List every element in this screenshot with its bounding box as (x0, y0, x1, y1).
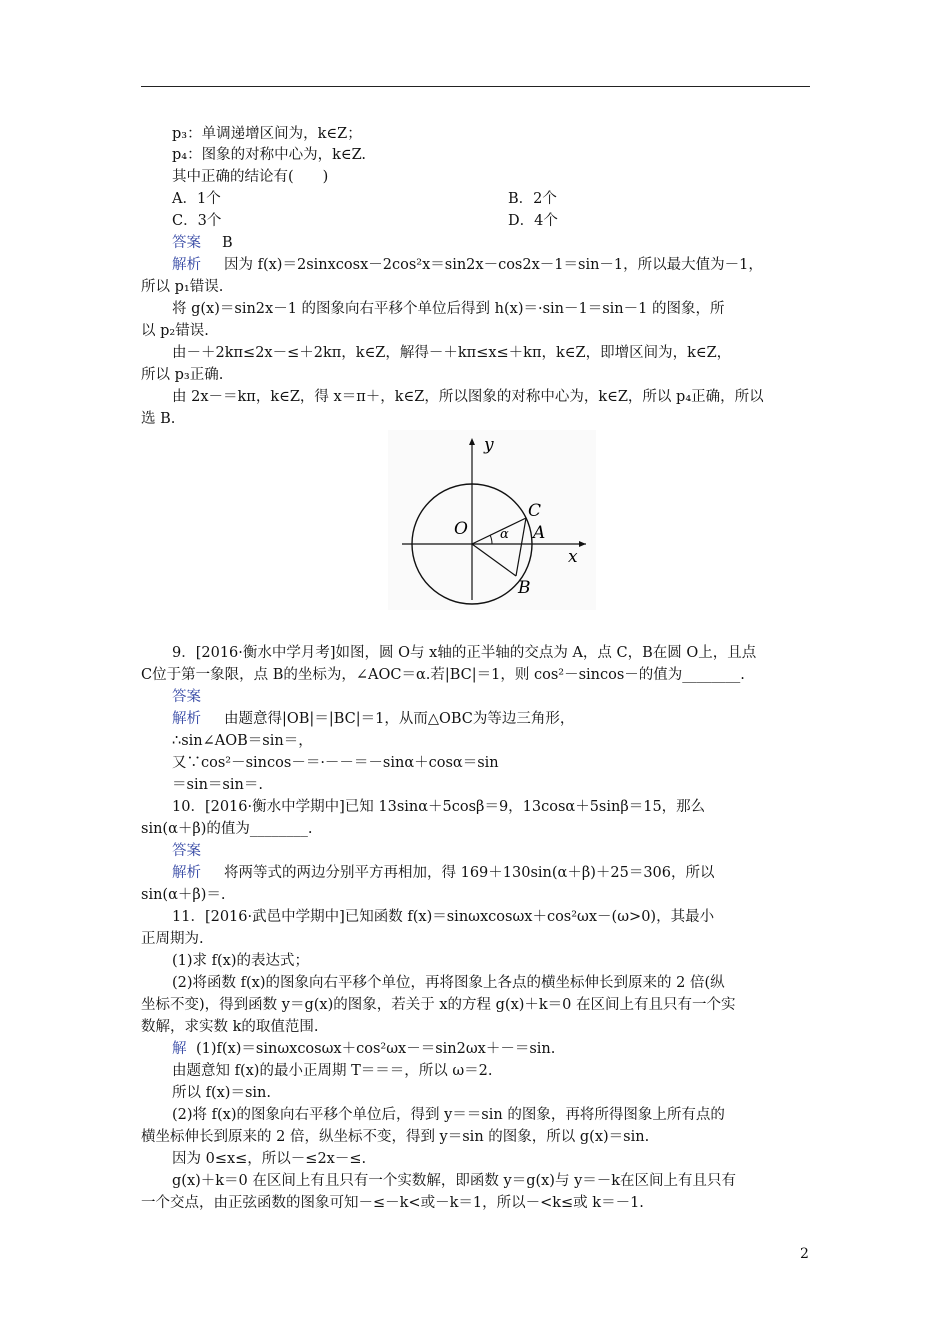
option-d: D．4个 (508, 213, 558, 229)
text-line: p₄：图象的对称中心为，k∈Z. (172, 147, 367, 163)
x-axis-arrow (579, 541, 586, 547)
analysis-label: 解析 (172, 711, 201, 727)
option-b: B．2个 (508, 191, 557, 207)
point-c-label: C (528, 501, 542, 521)
x-label: x (568, 547, 578, 567)
text-line: 所以 p₃正确. (141, 367, 224, 383)
text-line: 由 2x－＝kπ，k∈Z，得 x＝π＋，k∈Z，所以图象的对称中心为，k∈Z，所以 p₄正确，所以 (172, 389, 764, 405)
y-label: y (484, 435, 494, 455)
segment-oc (472, 518, 526, 544)
circle-diagram-svg (388, 430, 596, 610)
question-10: 10．[2016·衡水中学期中]已知 13sinα＋5cosβ＝9，13cosα＋5sinβ＝15，那么 (172, 799, 706, 815)
answer-label: 答案 (172, 689, 201, 705)
text-line: (1)求 f(x)的表达式； (172, 953, 310, 969)
text-line: 其中正确的结论有( ) (172, 169, 329, 185)
text-line: 正周期为. (141, 931, 204, 947)
text-line: 以 p₂错误. (141, 323, 209, 339)
text-line: ＝sin＝sin＝. (172, 777, 263, 793)
text-line: (1)f(x)＝sinωxcosωx＋cos²ωx－＝sin2ωx＋－＝sin. (196, 1041, 556, 1057)
header-rule (141, 86, 810, 87)
y-axis-arrow (469, 438, 475, 445)
alpha-label: α (500, 527, 509, 542)
circle-diagram (388, 430, 596, 610)
question-9: 9．[2016·衡水中学月考]如图，圆 O与 x轴的正半轴的交点为 A，点 C，B在圆 O上，且点 (172, 645, 757, 661)
segment-ob (472, 544, 516, 576)
page-number: 2 (800, 1246, 809, 1262)
option-c: C．3个 (172, 213, 222, 229)
text-line: 所以 f(x)＝sin. (172, 1085, 271, 1101)
analysis-label: 解析 (172, 257, 201, 273)
option-a: A．1个 (172, 191, 221, 207)
answer-label: 答案 (172, 843, 201, 859)
text-line: p₃：单调递增区间为，k∈Z； (172, 126, 362, 142)
text-line: 将 g(x)＝sin2x－1 的图象向右平移个单位后得到 h(x)＝·sin－1＝sin－1 的图象，所 (172, 301, 725, 317)
text-line: 一个交点，由正弦函数的图象可知－≤－k<或－k＝1，所以－<k≤或 k＝－1. (141, 1195, 644, 1211)
angle-arc (490, 535, 492, 544)
text-line: 由－＋2kπ≤2x－≤＋2kπ，k∈Z，解得－＋kπ≤x≤＋kπ，k∈Z，即增区间为，k∈Z， (172, 345, 732, 361)
text-line: 坐标不变)，得到函数 y＝g(x)的图象，若关于 x的方程 g(x)＋k＝0 在区间上有且只有一个实 (141, 997, 736, 1013)
text-line: 因为 0≤x≤，所以－≤2x－≤. (172, 1151, 367, 1167)
text-line: 由题意得|OB|＝|BC|＝1，从而△OBC为等边三角形， (224, 711, 575, 727)
text-line: sin(α＋β)＝. (141, 887, 226, 903)
text-line: 将两等式的两边分别平方再相加，得 169＋130sin(α＋β)＋25＝306，所以 (224, 865, 715, 881)
text-line: 所以 p₁错误. (141, 279, 224, 295)
point-a-label: A (533, 523, 546, 543)
text-line: 又∵cos²－sincos－＝·－－＝－sinα＋cosα＝sin (172, 755, 499, 771)
text-line: 选 B. (141, 411, 176, 427)
text-line: (2)将 f(x)的图象向右平移个单位后，得到 y＝＝sin 的图象，再将所得图象上所有点的 (172, 1107, 725, 1123)
text-line: 由题意知 f(x)的最小正周期 T＝＝＝，所以 ω＝2. (172, 1063, 493, 1079)
text-line: C位于第一象限，点 B的坐标为，∠AOC＝α.若|BC|＝1，则 cos²－sincos－的值为________. (141, 667, 745, 683)
text-line: (2)将函数 f(x)的图象向右平移个单位，再将图象上各点的横坐标伸长到原来的 2 倍(纵 (172, 975, 725, 991)
text-line: 数解，求实数 k的取值范围. (141, 1019, 319, 1035)
solution-label: 解 (172, 1041, 187, 1057)
origin-label: O (454, 519, 468, 539)
answer-label: 答案 (172, 235, 201, 251)
answer-value: B (222, 235, 233, 251)
text-line: 因为 f(x)＝2sinxcosx－2cos²x＝sin2x－cos2x－1＝sin－1，所以最大值为－1， (224, 257, 763, 273)
text-line: sin(α＋β)的值为________. (141, 821, 313, 837)
point-b-label: B (518, 578, 531, 598)
question-11: 11．[2016·武邑中学期中]已知函数 f(x)＝sinωxcosωx＋cos²ωx－(ω>0)，其最小 (172, 909, 715, 925)
text-line: g(x)＋k＝0 在区间上有且只有一个实数解，即函数 y＝g(x)与 y＝－k在区间上有且只有 (172, 1173, 737, 1189)
segment-bc (516, 518, 526, 576)
analysis-label: 解析 (172, 865, 201, 881)
text-line: 横坐标伸长到原来的 2 倍，纵坐标不变，得到 y＝sin 的图象，所以 g(x)＝sin. (141, 1129, 650, 1145)
text-line: ∴sin∠AOB＝sin＝， (172, 733, 313, 749)
